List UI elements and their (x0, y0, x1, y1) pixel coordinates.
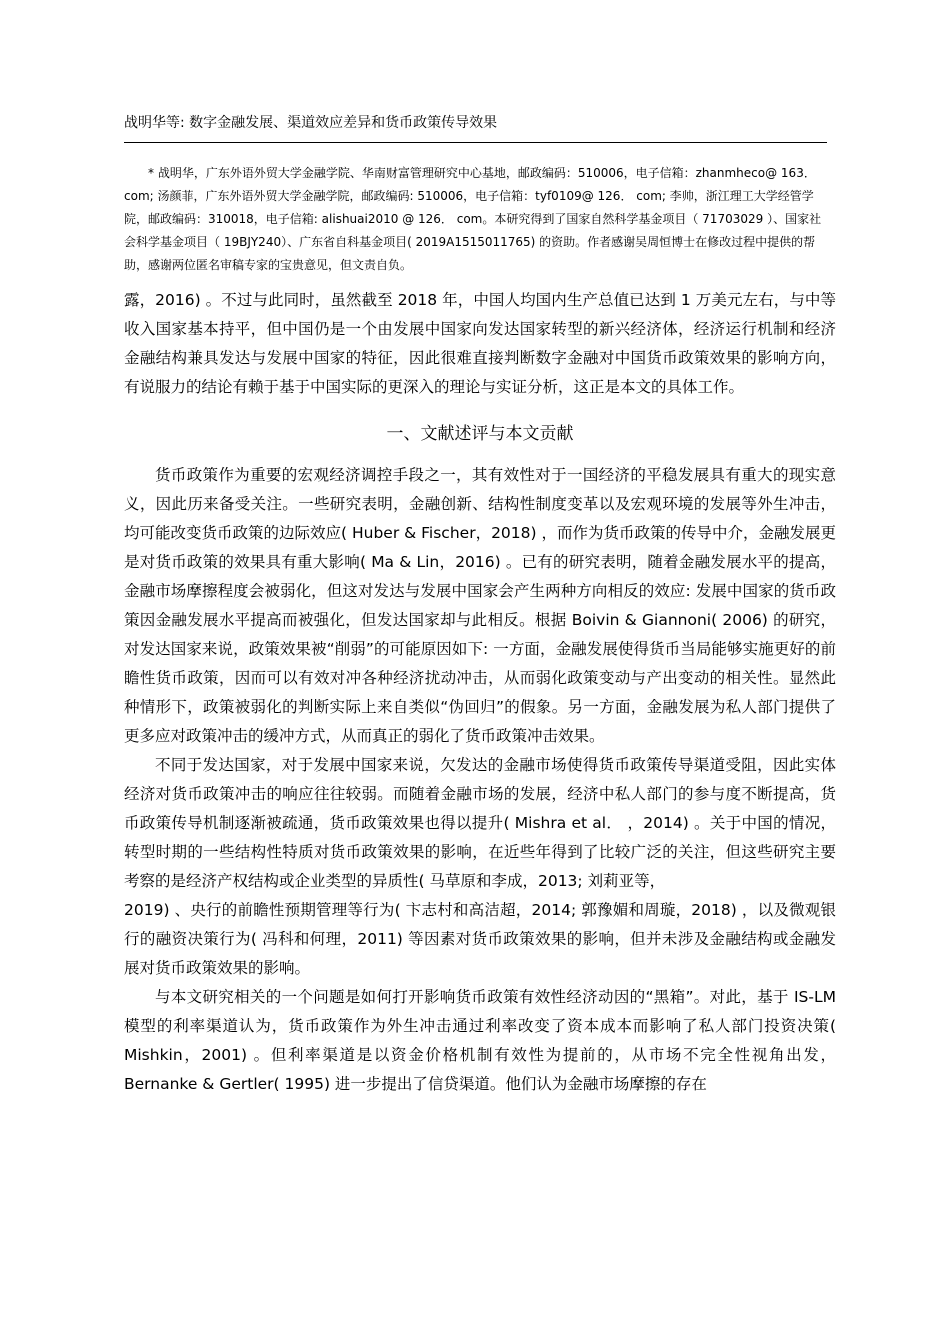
paragraph-literature-2: 不同于发达国家，对于发展中国家来说，欠发达的金融市场使得货币政策传导渠道受阻，因此实体经济对货币政策冲击的响应往往较弱。而随着金融市场的发展，经济中私人部门的参与度不断提高，货币政策传导机制逐渐被疏通，货币政策效果也得以提升( Mishra et al． ，2014) 。关于中国的情况，转型时期的一些结构性特质对货币政策效果的影响，在近些年得到了比较广泛的关注，但这些研究主要考察的是经济产权结构或企业类型的异质性( 马草原和李成，2013; 刘莉亚等， (124, 756, 836, 890)
header-rule (124, 142, 827, 143)
paragraph-literature-3: 与本文研究相关的一个问题是如何打开影响货币政策有效性经济动因的“黑箱”。对此，基于 IS-LM 模型的利率渠道认为，货币政策作为外生冲击通过利率改变了资本成本而影响了私人部门投资决策( Mishkin，2001) 。但利率渠道是以资金价格机制有效性为提前的，从市场不完全性视角出发，Bernanke & Gertler( 1995) 进一步提出了信贷渠道。他们认为金融市场摩擦的存在 (124, 988, 836, 1093)
main-body (124, 286, 836, 1099)
footnote-text: * 战明华，广东外语外贸大学金融学院、华南财富管理研究中心基地，邮政编码：510006，电子信箱：zhanmheco@ 163． com; 汤颜菲，广东外语外贸大学金融学院，邮政编码: 510006，电子信箱：tyf0109@ 126． com; 李帅，浙江理工大学经管学院，邮政编码：310018，电子信箱: alishuai2010 @ 126． com。本研究得到了国家自然科学基金项目（ 71703029 ）、国家社会科学基金项目（ 19BJY240）、广东省自科基金项目( 2019A1515011765) 的资助。作者感谢吴周恒博士在修改过程中提供的帮助，感谢两位匿名审稿专家的宝贵意见，但文责自负。 (124, 166, 822, 272)
running-header: 战明华等: 数字金融发展、渠道效应差异和货币政策传导效果 (124, 115, 498, 131)
section-heading: 一、文献述评与本文贡献 (386, 424, 574, 444)
paragraph-literature-2-cont: 2019) 、央行的前瞻性预期管理等行为( 卞志村和高洁超，2014; 郭豫媚和周璇，2018) ，以及微观银行的融资决策行为( 冯科和何理，2011) 等因素对货币政策效果的影响，但并未涉及金融结构或金融发展对货币政策效果的影响。 (124, 901, 836, 977)
paragraph-literature-1: 货币政策作为重要的宏观经济调控手段之一，其有效性对于一国经济的平稳发展具有重大的现实意义，因此历来备受关注。一些研究表明，金融创新、结构性制度变革以及宏观环境的发展等外生冲击，均可能改变货币政策的边际效应( Huber & Fischer，2018) ，而作为货币政策的传导中介，金融发展更是对货币政策的效果具有重大影响( Ma & Lin，2016) 。已有的研究表明，随着金融发展水平的提高，金融市场摩擦程度会被弱化，但这对发达与发展中国家会产生两种方向相反的效应: 发展中国家的货币政策因金融发展水平提高而被强化，但发达国家却与此相反。根据 Boivin & Giannoni( 2006) 的研究，对发达国家来说，政策效果被“削弱”的可能原因如下: 一方面，金融发展使得货币当局能够实施更好的前瞻性货币政策，因而可以有效对冲各种经济扰动冲击，从而弱化政策变动与产出变动的相关性。显然此种情形下，政策被弱化的判断实际上来自类似“伪回归”的假象。另一方面，金融发展为私人部门提供了更多应对政策冲击的缓冲方式，从而真正的弱化了货币政策冲击效果。 (124, 466, 836, 745)
author-footnote (124, 162, 830, 277)
paragraph-continued: 露，2016) 。不过与此同时，虽然截至 2018 年，中国人均国内生产总值已达到 1 万美元左右，与中等收入国家基本持平，但中国仍是一个由发展中国家向发达国家转型的新兴经济体，经济运行机制和经济金融结构兼具发达与发展中国家的特征，因此很难直接判断数字金融对中国货币政策效果的影响方向，有说服力的结论有赖于基于中国实际的更深入的理论与实证分析，这正是本文的具体工作。 (124, 291, 836, 396)
